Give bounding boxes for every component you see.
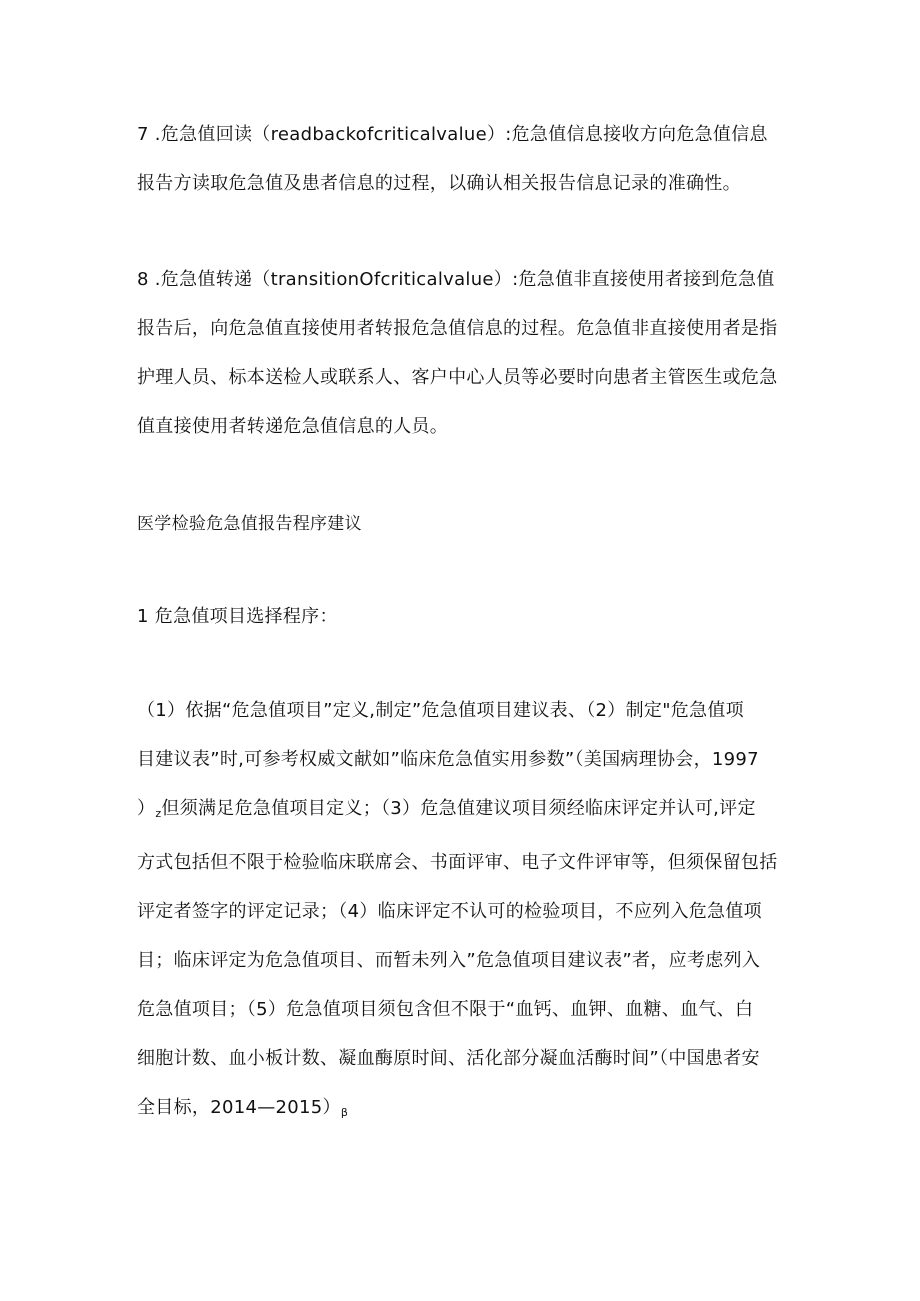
text-line: 细胞计数、血小板计数、凝血酶原时间、活化部分凝血活酶时间”（中国患者安 [137, 1048, 760, 1069]
text-line: 护理人员、标本送检人或联系人、客户中心人员等必要时向患者主管医生或危急 [137, 367, 778, 388]
text-line: 报告后，向危急值直接使用者转报危急值信息的过程。危急值非直接使用者是指 [137, 318, 778, 339]
text-line: 目建议表”时,可参考权威文献如”临床危急值实用参数”（美国病理协会，1997 [137, 749, 759, 770]
section-7-paragraph [137, 110, 787, 208]
text-fragment: 全目标，2014—2015） [137, 1097, 341, 1118]
text-fragment: ） [137, 798, 156, 819]
text-line: 评定者签字的评定记录；（4）临床评定不认可的检验项目，不应列入危急值项 [137, 901, 762, 922]
section-8-paragraph [137, 255, 787, 451]
text-line [137, 784, 787, 838]
subsection-heading: 1 危急值项目选择程序： [137, 606, 338, 627]
section-heading: 医学检验危急值报告程序建议 [137, 514, 362, 534]
text-fragment: 但须满足危急值项目定义；（3）危急值建议项目须经临床评定并认可,评定 [161, 798, 756, 819]
text-line [137, 1083, 787, 1137]
inline-mark: β [340, 1106, 349, 1119]
text-line: 危急值项目；（5）危急值项目须包含但不限于“血钙、血钾、血糖、血气、白 [137, 999, 754, 1020]
procedure-paragraph [137, 686, 787, 1137]
inline-mark: z [155, 807, 162, 820]
text-line: （1）依据“危急值项目”定义,制定”危急值项目建议表、（2）制定"危急值项 [137, 700, 744, 721]
text-line: 7 .危急值回读（readbackofcriticalvalue）:危急值信息接收方向危急值信息 [137, 124, 768, 145]
text-line: 目；临床评定为危急值项目、而暂未列入”危急值项目建议表”者，应考虑列入 [137, 950, 761, 971]
text-line: 报告方读取危急值及患者信息的过程，以确认相关报告信息记录的准确性。 [137, 173, 741, 194]
text-line: 值直接使用者转递危急值信息的人员。 [137, 416, 449, 437]
text-line: 8 .危急值转递（transitionOfcriticalvalue）:危急值非直接使用者接到危急值 [137, 269, 775, 290]
text-line: 方式包括但不限于检验临床联席会、书面评审、电子文件评审等，但须保留包括 [137, 852, 778, 873]
